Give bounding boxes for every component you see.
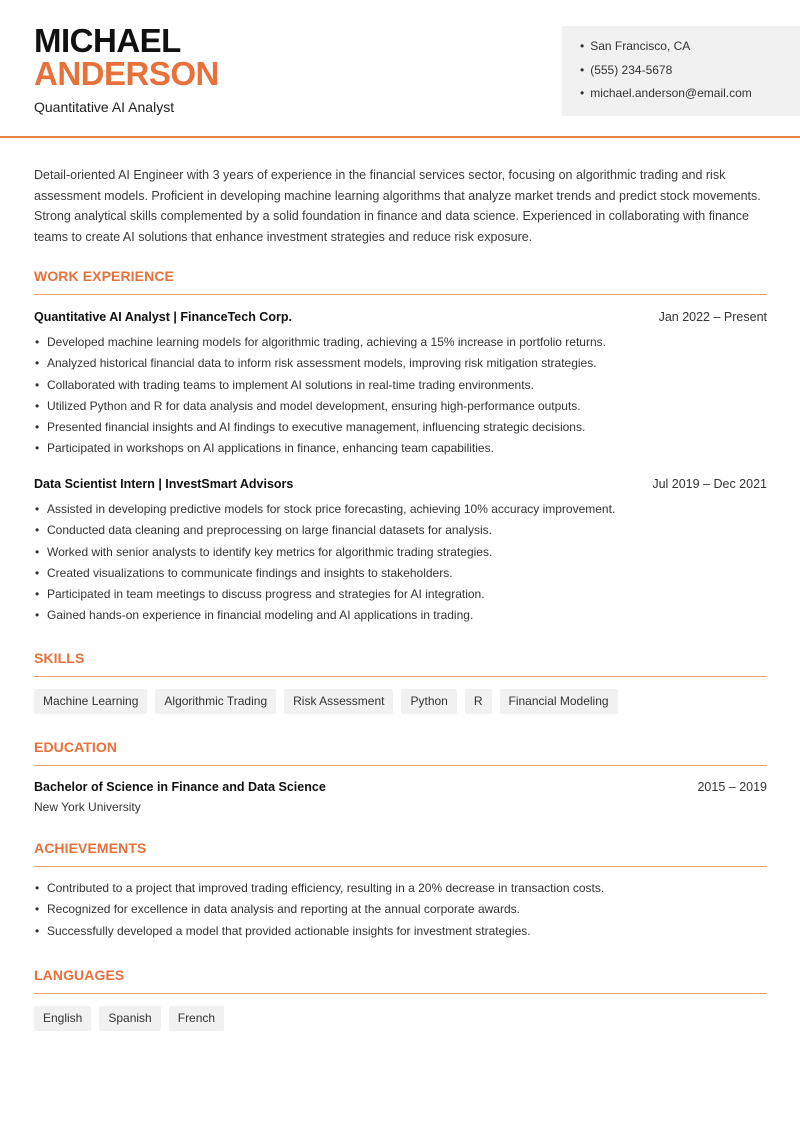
list-item: • Worked with senior analysts to identify key metrics for algorithmic trading strategies.	[34, 542, 767, 563]
list-item: • Participated in team meetings to discuss progress and strategies for AI integration.	[34, 584, 767, 605]
list-item: • Analyzed historical financial data to inform risk assessment models, improving risk mitigation strategies.	[34, 353, 767, 374]
job-dates-2: Jul 2019 – Dec 2021	[652, 477, 767, 491]
summary-paragraph: Detail-oriented AI Engineer with 3 years of experience in the financial services sector, focusing on algorithmic trading and risk assessment models. Proficient in developing machine learning algorithms that analyze market trends and predict stock movements. Strong analytical skills complemented by a solid foundation in finance and data science. Experienced in collaborating with finance teams to create AI solutions that enhance investment strategies and reduce risk exposure.	[34, 168, 761, 245]
first-name: MICHAEL	[34, 22, 181, 59]
skill-chip: Machine Learning	[34, 689, 147, 714]
last-name: ANDERSON	[34, 55, 219, 92]
language-chip: French	[169, 1006, 224, 1031]
contact-email[interactable]: • michael.anderson@email.com	[580, 85, 752, 109]
list-item: • Created visualizations to communicate findings and insights to stakeholders.	[34, 563, 767, 584]
list-item: • Contributed to a project that improved trading efficiency, resulting in a 20% decrease in transaction costs.	[34, 878, 767, 899]
list-item: • Presented financial insights and AI findings to executive management, influencing strategic decisions.	[34, 417, 767, 438]
resume-header	[0, 0, 800, 138]
list-item: • Assisted in developing predictive models for stock price forecasting, achieving 10% accuracy improvement.	[34, 499, 767, 520]
list-item: • Utilized Python and R for data analysis and model development, ensuring high-performance outputs.	[34, 396, 767, 417]
list-item: • Recognized for excellence in data analysis and reporting at the annual corporate awards.	[34, 899, 767, 920]
list-item: • Participated in workshops on AI applications in finance, enhancing team capabilities.	[34, 438, 767, 459]
skill-chip: Risk Assessment	[284, 689, 393, 714]
job-dates-1: Jan 2022 – Present	[658, 310, 767, 324]
job-bullets-1	[34, 332, 767, 460]
section-title-languages: LANGUAGES	[34, 967, 767, 994]
list-item: • Gained hands-on experience in financial modeling and AI applications in trading.	[34, 605, 767, 626]
school-name: New York University	[34, 800, 141, 814]
skill-chip: Financial Modeling	[500, 689, 618, 714]
section-title-achievements: ACHIEVEMENTS	[34, 840, 767, 867]
language-chips	[34, 1006, 224, 1031]
degree: Bachelor of Science in Finance and Data Science	[34, 780, 326, 794]
list-item: • Successfully developed a model that provided actionable insights for investment strategies.	[34, 921, 767, 942]
skills-chips	[34, 689, 618, 714]
skill-chip: Python	[401, 689, 456, 714]
education-header	[34, 780, 767, 794]
contact-location: • San Francisco, CA	[580, 38, 752, 62]
section-title-work: WORK EXPERIENCE	[34, 268, 767, 295]
education-dates: 2015 – 2019	[697, 780, 767, 794]
achievements-list	[34, 878, 767, 942]
skill-chip: Algorithmic Trading	[155, 689, 276, 714]
contact-box	[562, 26, 800, 116]
list-item: • Conducted data cleaning and preprocessing on large financial datasets for analysis.	[34, 520, 767, 541]
language-chip: English	[34, 1006, 91, 1031]
list-item: • Developed machine learning models for algorithmic trading, achieving a 15% increase in portfolio returns.	[34, 332, 767, 353]
job-title: Quantitative AI Analyst	[34, 99, 175, 115]
job-title-2: Data Scientist Intern | InvestSmart Advisors	[34, 477, 294, 491]
contact-phone: • (555) 234-5678	[580, 62, 752, 86]
skill-chip: R	[465, 689, 492, 714]
job-header	[34, 310, 767, 324]
section-title-skills: SKILLS	[34, 650, 767, 677]
language-chip: Spanish	[99, 1006, 160, 1031]
contact-list	[580, 38, 752, 109]
job-title-1: Quantitative AI Analyst | FinanceTech Corp.	[34, 310, 292, 324]
section-title-education: EDUCATION	[34, 739, 767, 766]
list-item: • Collaborated with trading teams to implement AI solutions in real-time trading environments.	[34, 375, 767, 396]
job-header	[34, 477, 767, 491]
job-bullets-2	[34, 499, 767, 627]
